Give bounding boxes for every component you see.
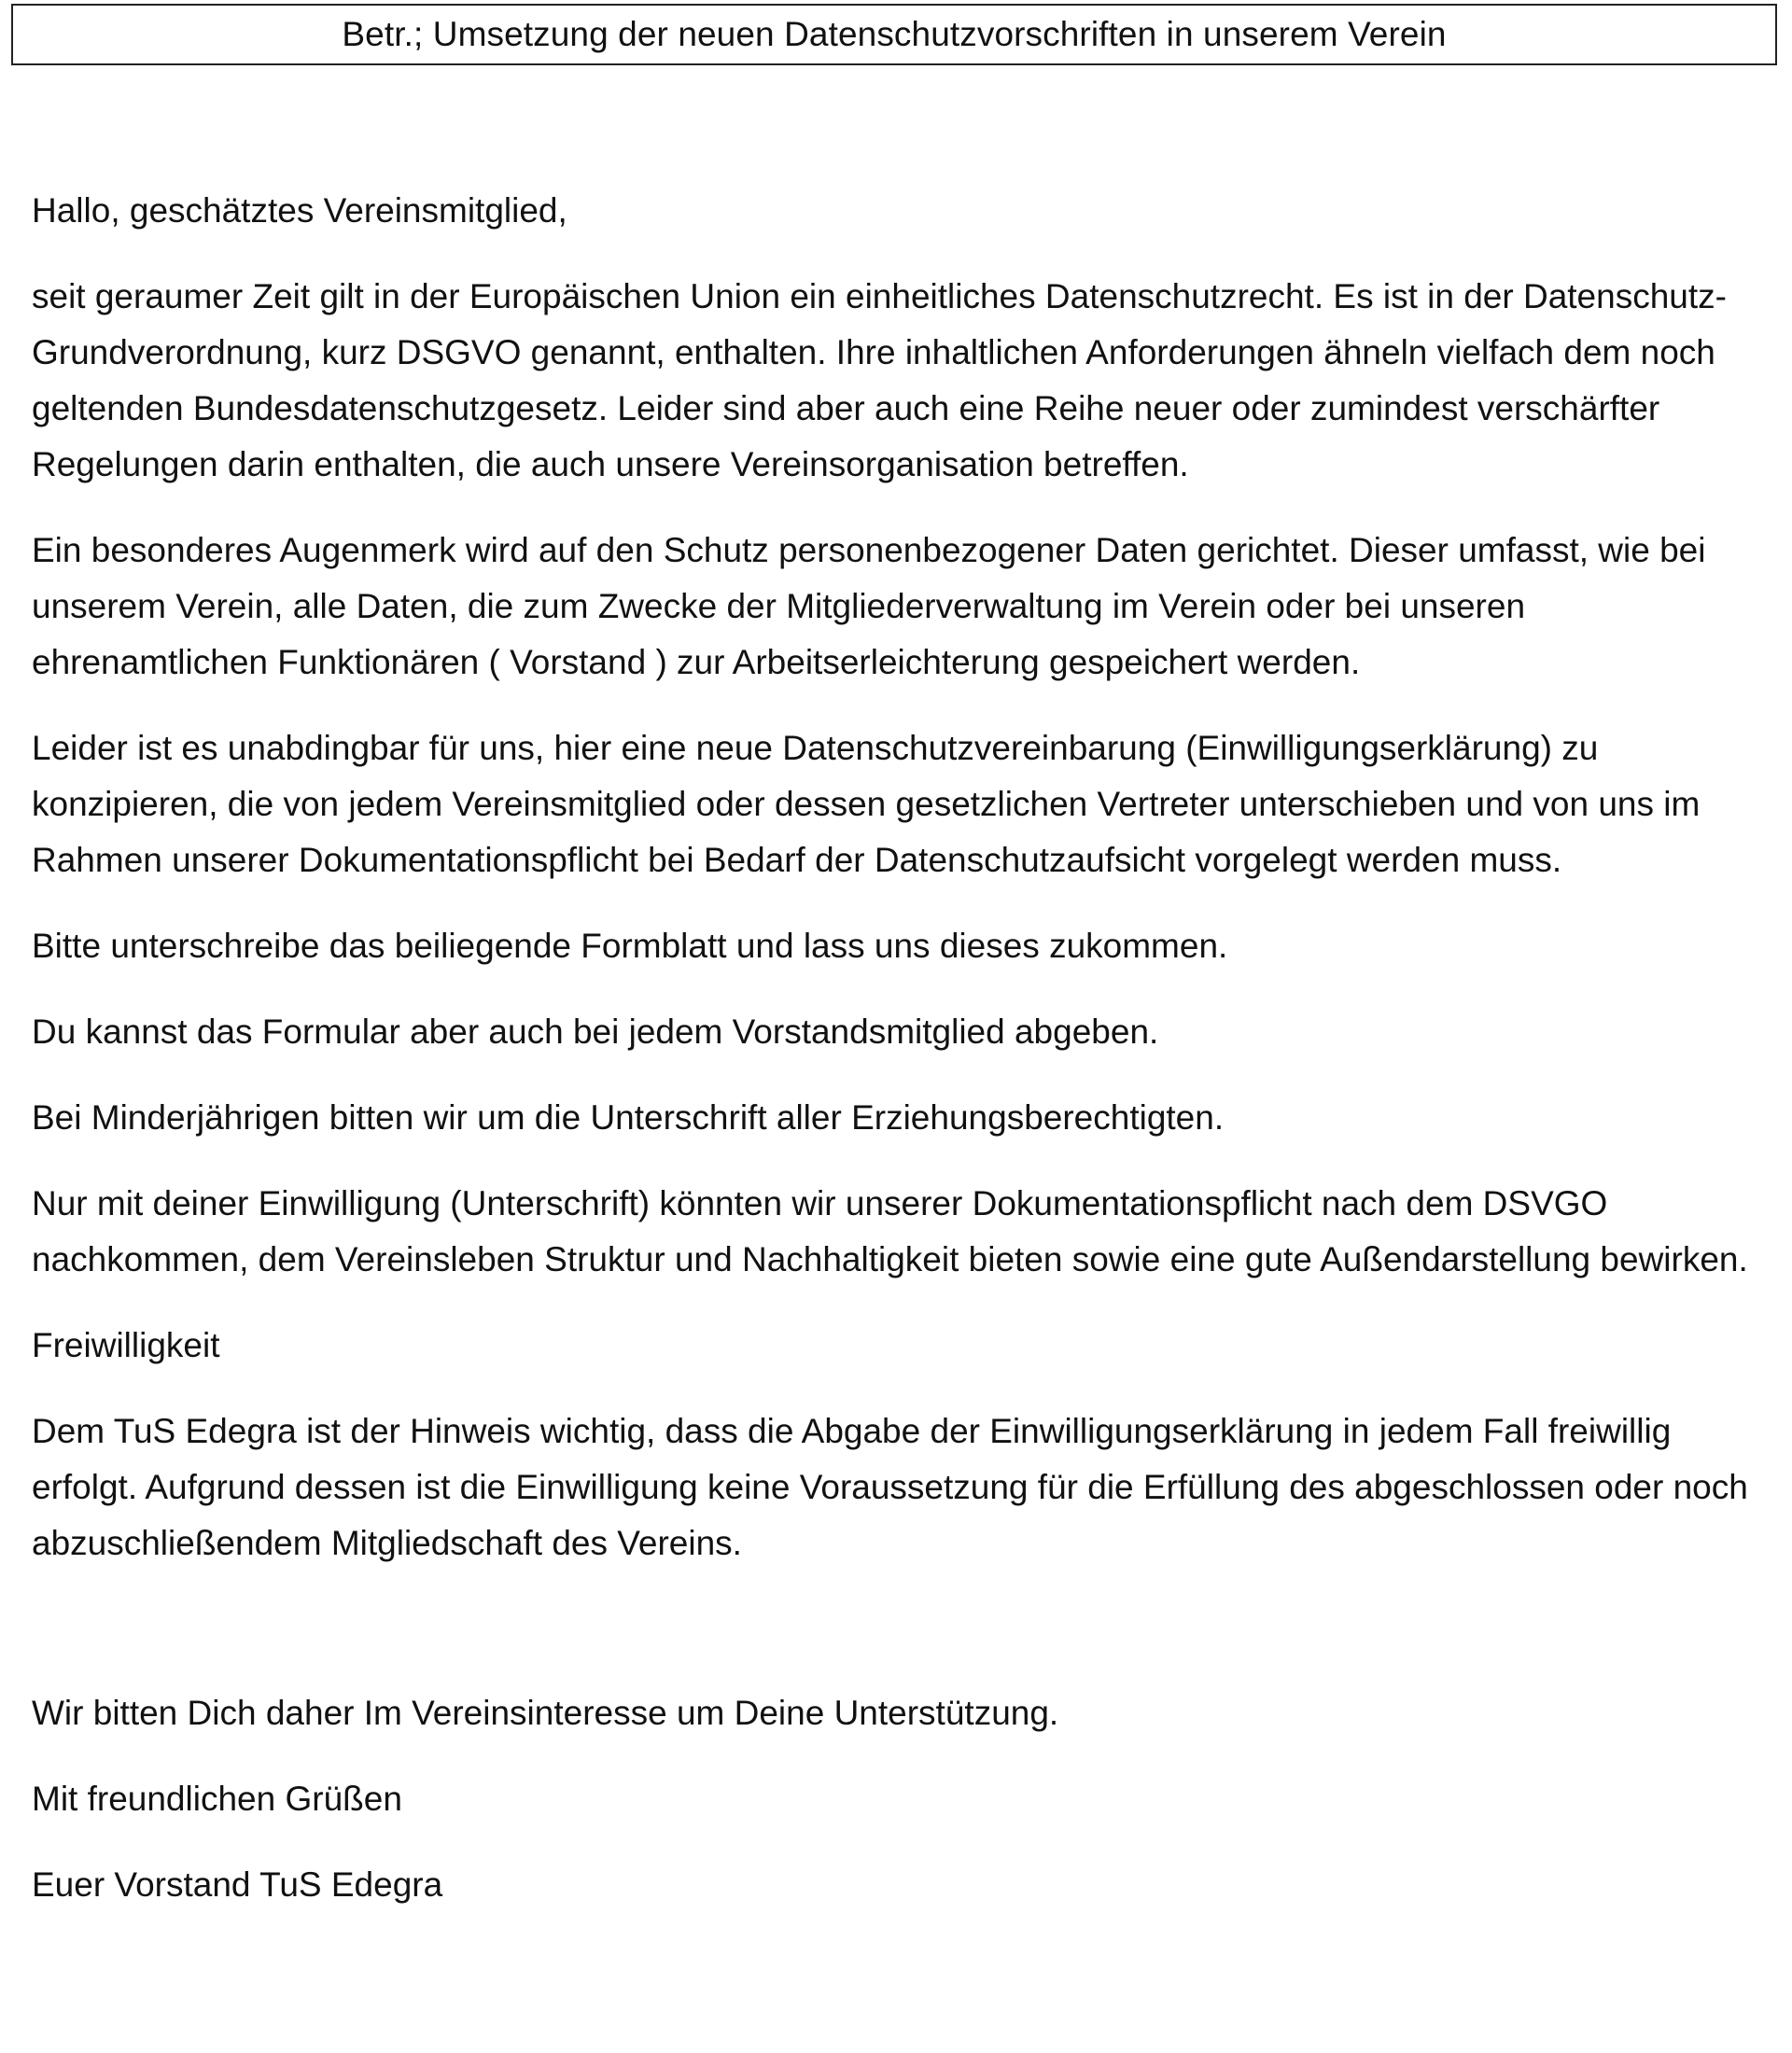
paragraph-minors: Bei Minderjährigen bitten wir um die Unterschrift aller Erziehungsberechtigten. <box>32 1098 1225 1137</box>
paragraph-consent-purpose: Nur mit deiner Einwilligung (Unterschrift) könnten wir unserer Dokumentationspflicht nach dem DSVGO nachkommen, dem Vereinsleben Struktur und Nachhaltigkeit bieten sowie eine gute Außendarstellung bewirken. <box>32 1184 1748 1278</box>
salutation: Hallo, geschätztes Vereinsmitglied, <box>32 191 567 230</box>
paragraph-voluntariness: Dem TuS Edegra ist der Hinweis wichtig, dass die Abgabe der Einwilligungserklärung in jedem Fall freiwillig erfolgt. Aufgrund dessen ist die Einwilligung keine Voraussetzung für die Erfüllung des abgeschlossen oder noch abzuschließendem Mitgliedschaft des Vereins. <box>32 1412 1748 1562</box>
paragraph-sign-request: Bitte unterschreibe das beiliegende Formblatt und lass uns dieses zukommen. <box>32 927 1228 965</box>
section-heading-voluntariness: Freiwilligkeit <box>32 1326 220 1364</box>
subject-line <box>11 4 1777 65</box>
paragraph-support-request: Wir bitten Dich daher Im Vereinsinteresse um Deine Unterstützung. <box>32 1694 1059 1732</box>
paragraph-consent-form: Leider ist es unabdingbar für uns, hier eine neue Datenschutzvereinbarung (Einwilligungserklärung) zu konzipieren, die von jedem Vereinsmitglied oder dessen gesetzlichen Vertreter unterschieben und von uns im Rahmen unserer Dokumentationspflicht bei Bedarf der Datenschutzaufsicht vorgelegt werden muss. <box>32 729 1701 879</box>
paragraph-data-protection: Ein besonderes Augenmerk wird auf den Schutz personenbezogener Daten gerichtet. Dieser umfasst, wie bei unserem Verein, alle Daten, die zum Zwecke der Mitgliederverwaltung im Verein oder bei unseren ehrenamtlichen Funktionären ( Vorstand ) zur Arbeitserleichterung gespeichert werden. <box>32 531 1706 681</box>
subject-text: Betr.; Umsetzung der neuen Datenschutzvorschriften in unserem Verein <box>342 15 1447 53</box>
letter-body <box>32 183 1768 1943</box>
paragraph-intro: seit geraumer Zeit gilt in der Europäischen Union ein einheitliches Datenschutzrecht. Es ist in der Datenschutz-Grundverordnung, kurz DSGVO genannt, enthalten. Ihre inhaltlichen Anforderungen ähneln vielfach dem noch geltenden Bundesdatenschutzgesetz. Leider sind aber auch eine Reihe neuer oder zumindest verschärfter Regelungen darin enthalten, die auch unsere Vereinsorganisation betreffen. <box>32 277 1727 483</box>
paragraph-submit-option: Du kannst das Formular aber auch bei jedem Vorstandsmitglied abgeben. <box>32 1013 1159 1051</box>
signature: Euer Vorstand TuS Edegra <box>32 1865 443 1904</box>
closing: Mit freundlichen Grüßen <box>32 1780 402 1818</box>
